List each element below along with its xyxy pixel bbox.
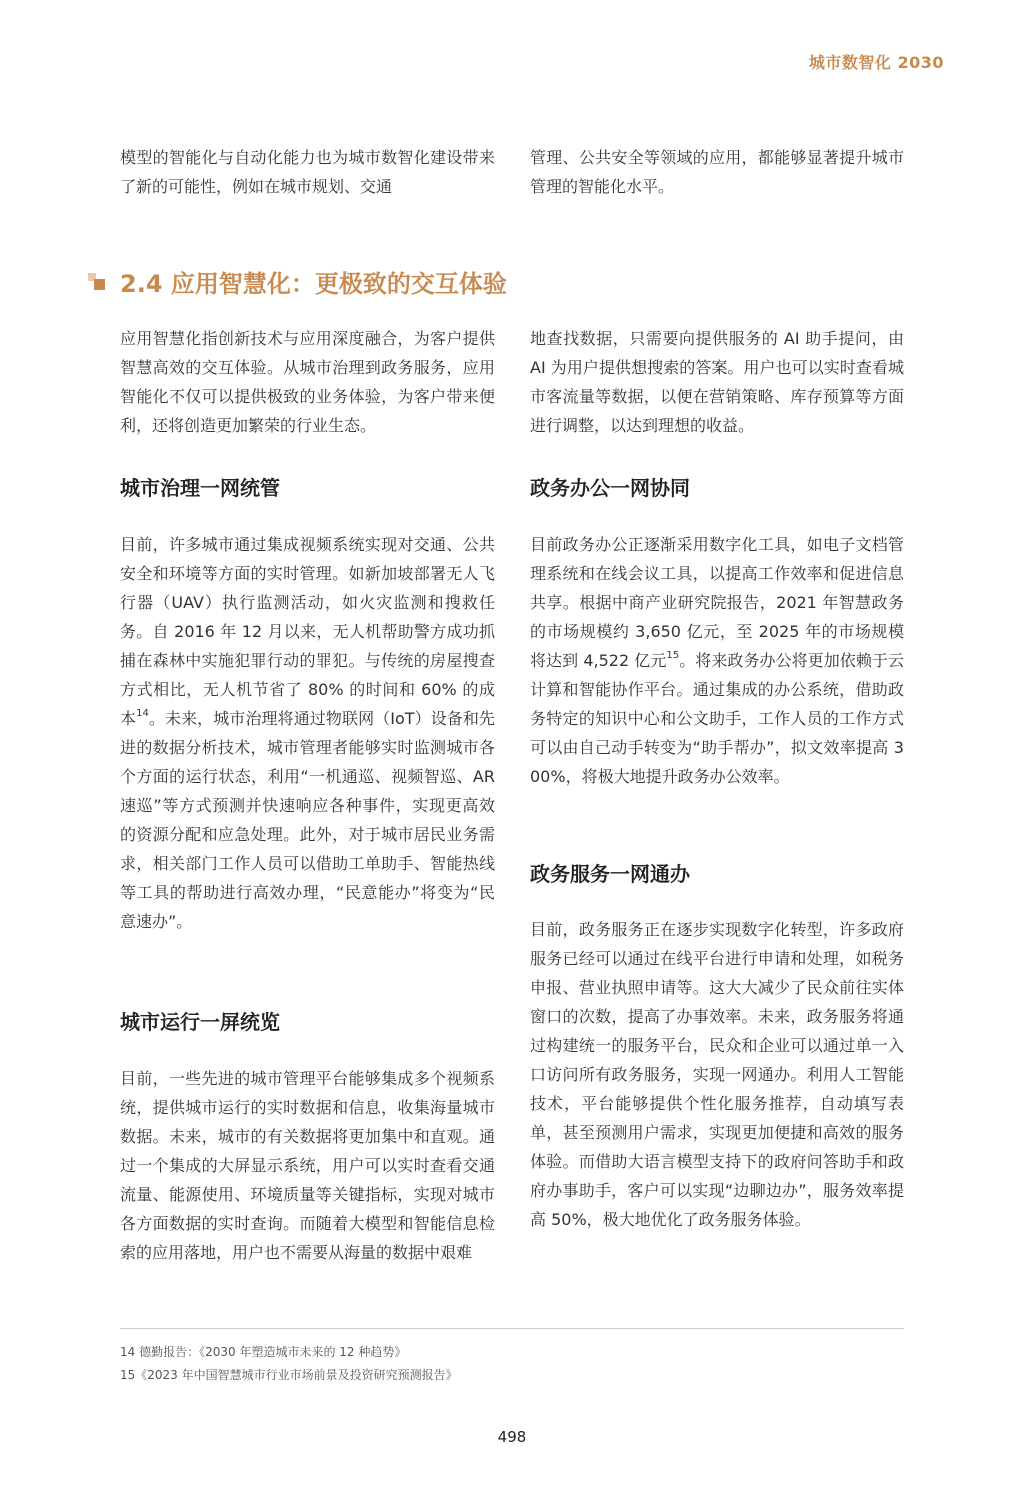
footnote-ref-14[interactable]: 14 [136, 708, 149, 719]
gov-service-paragraph: 目前，政务服务正在逐步实现数字化转型，许多政府服务已经可以通过在线平台进行申请和处理，如税务申报、营业执照申请等。这大大减少了民众前往实体窗口的次数，提高了办事效率。未来，政务服务将通过构建统一的服务平台，民众和企业可以通过单一入口访问所有政务服务，实现一网通办。利用人工智能技术，平台能够提供个性化服务推荐，自动填写表单，甚至预测用户需求，实现更加便捷和高效的服务体验。而借助大语言模型支持下的政府问答助手和政府办事助手，客户可以实现“边聊边办”，服务效率提高 50%，极大地优化了政务服务体验。 [530, 920, 904, 1229]
footnote-ref-15[interactable]: 15 [666, 650, 680, 661]
city-operation-paragraph: 目前，一些先进的城市管理平台能够集成多个视频系统，提供城市运行的实时数据和信息，收集海量城市数据。未来，城市的有关数据将更加集中和直观。通过一个集成的大屏显示系统，用户可以实时查看交通流量、能源使用、环境质量等关键指标，实现对城市各方面数据的实时查询。而随着大模型和智能信息检索的应用落地，用户也不需要从海量的数据中艰难 [120, 1069, 495, 1262]
city-governance-text-b: 。未来，城市治理将通过物联网（IoT）设备和先进的数据分析技术，城市管理者能够实时监测城市各个方面的运行状态，利用“一机通巡、视频智巡、AR 速巡”等方式预测并快速响应各种事件，实现更高效的资源分配和应急处理。此外，对于城市居民业务需求，相关部门工作人员可以借助工单助手、智能热线等工具的帮助进行高效办理，“民意能办”将变为“民意速办”。 [120, 709, 495, 931]
subheading-city-governance: 城市治理一网统管 [120, 476, 280, 500]
footnote-15: 15《2023 年中国智慧城市行业市场前景及投资研究预测报告》 [120, 1368, 458, 1382]
gov-office-text-b: 。将来政务办公将更加依赖于云计算和智能协作平台。通过集成的办公系统，借助政务特定的知识中心和公文助手，工作人员的工作方式可以由自己动手转变为“助手帮办”，拟文效率提高 300%，将极大地提升政务办公效率。 [530, 651, 904, 786]
subheading-gov-service: 政务服务一网通办 [530, 862, 690, 886]
section-title: 2.4 应用智慧化：更极致的交互体验 [120, 270, 507, 298]
footnote-divider [120, 1328, 904, 1329]
intro-paragraph-right: 管理、公共安全等领域的应用，都能够显著提升城市管理的智能化水平。 [530, 148, 904, 196]
intro-paragraph-left: 模型的智能化与自动化能力也为城市数智化建设带来了新的可能性，例如在城市规划、交通 [120, 148, 495, 196]
city-governance-paragraph [120, 530, 495, 936]
section-intro-left: 应用智慧化指创新技术与应用深度融合，为客户提供智慧高效的交互体验。从城市治理到政务服务，应用智能化不仅可以提供极致的业务体验，为客户带来便利，还将创造更加繁荣的行业生态。 [120, 329, 495, 435]
gov-office-paragraph [530, 530, 904, 791]
subheading-gov-office: 政务办公一网协同 [530, 476, 690, 500]
city-governance-text-a: 目前，许多城市通过集成视频系统实现对交通、公共安全和环境等方面的实时管理。如新加坡部署无人飞行器（UAV）执行监测活动，如火灾监测和搜救任务。自 2016 年 12 月以来，无人机帮助警方成功抓捕在森林中实施犯罪行动的罪犯。与传统的房屋搜查方式相比，无人机节省了 80% 的时间和 60% 的成本 [120, 535, 495, 728]
running-header-title: 城市数智化 2030 [808, 53, 944, 72]
section-heading [88, 264, 507, 299]
subheading-city-operation: 城市运行一屏统览 [120, 1010, 280, 1034]
footnote-14: 14 德勤报告：《2030 年塑造城市未来的 12 种趋势》 [120, 1345, 407, 1359]
section-marker-icon [88, 271, 110, 293]
section-intro-right: 地查找数据，只需要向提供服务的 AI 助手提问，由 AI 为用户提供想搜索的答案。用户也可以实时查看城市客流量等数据，以便在营销策略、库存预算等方面进行调整，以达到理想的收益。 [530, 329, 904, 435]
gov-office-text-a: 目前政务办公正逐渐采用数字化工具，如电子文档管理系统和在线会议工具，以提高工作效率和促进信息共享。根据中商产业研究院报告，2021 年智慧政务的市场规模约 3,650 亿元，至 2025 年的市场规模将达到 4,522 亿元 [530, 535, 904, 670]
page-number: 498 [497, 1428, 527, 1446]
